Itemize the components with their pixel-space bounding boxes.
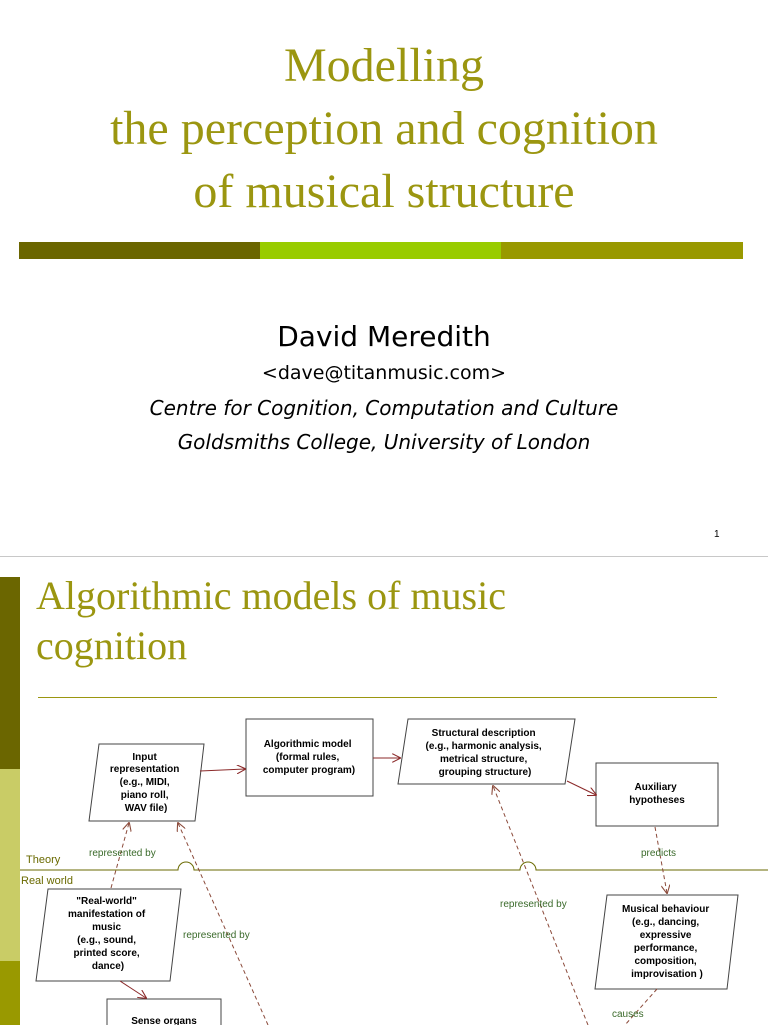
title-line-3: of musical structure [193, 165, 575, 218]
label-predicts: predicts [641, 848, 677, 859]
dashed-arrow-predicts [655, 827, 667, 893]
label-represented-by-1: represented by [89, 848, 156, 859]
theory-real-world-divider [20, 862, 768, 870]
musical-behaviour-text: Musical behaviour (e.g., dancing, expressive performance, composition, improvisation ) [621, 904, 710, 980]
title-line-1: Modelling [284, 39, 484, 92]
real-world-music-text: "Real-world" manifestation of music (e.g., sound, printed score, dance) [67, 896, 146, 972]
affiliation-college: Goldsmiths College, University of London [177, 430, 591, 454]
structural-description-text: Structural description (e.g., harmonic analysis, metrical structure, grouping structure) [425, 728, 542, 778]
slide-1-title [0, 34, 768, 223]
arrow-structure-to-auxiliary [567, 781, 596, 795]
slide-2-title-line-2: cognition [36, 623, 188, 668]
slide-2 [0, 556, 768, 1025]
title-bar-segment-2 [260, 242, 501, 259]
music-cognition-diagram [0, 557, 768, 1025]
page-number: 1 [714, 529, 720, 540]
affiliation-centre: Centre for Cognition, Computation and Culture [149, 396, 619, 420]
arrow-music-to-sense-organs [120, 981, 146, 998]
sense-organs-text: Sense organs [131, 1016, 197, 1025]
slide-2-title-line-1: Algorithmic models of music [36, 573, 506, 618]
input-representation-text: Input representation (e.g., MIDI, piano roll, WAV file) [109, 752, 180, 814]
auxiliary-hypotheses-text: Auxiliary hypotheses [629, 782, 685, 806]
label-represented-by-3: represented by [500, 899, 567, 910]
algorithmic-model-text: Algorithmic model (formal rules, computer program) [262, 739, 356, 776]
title-bar-segment-3 [501, 242, 743, 259]
label-represented-by-2: represented by [183, 930, 250, 941]
dashed-arrow-represented-by-2 [178, 823, 268, 1025]
label-causes: causes [612, 1009, 644, 1020]
arrow-input-to-model [200, 769, 245, 771]
title-bar-segment-1 [19, 242, 260, 259]
author-name: David Meredith [277, 320, 491, 353]
theory-label: Theory [26, 854, 61, 866]
real-world-label: Real world [21, 875, 73, 887]
title-line-2: the perception and cognition [110, 102, 658, 155]
author-email[interactable]: <dave@titanmusic.com> [261, 362, 507, 384]
